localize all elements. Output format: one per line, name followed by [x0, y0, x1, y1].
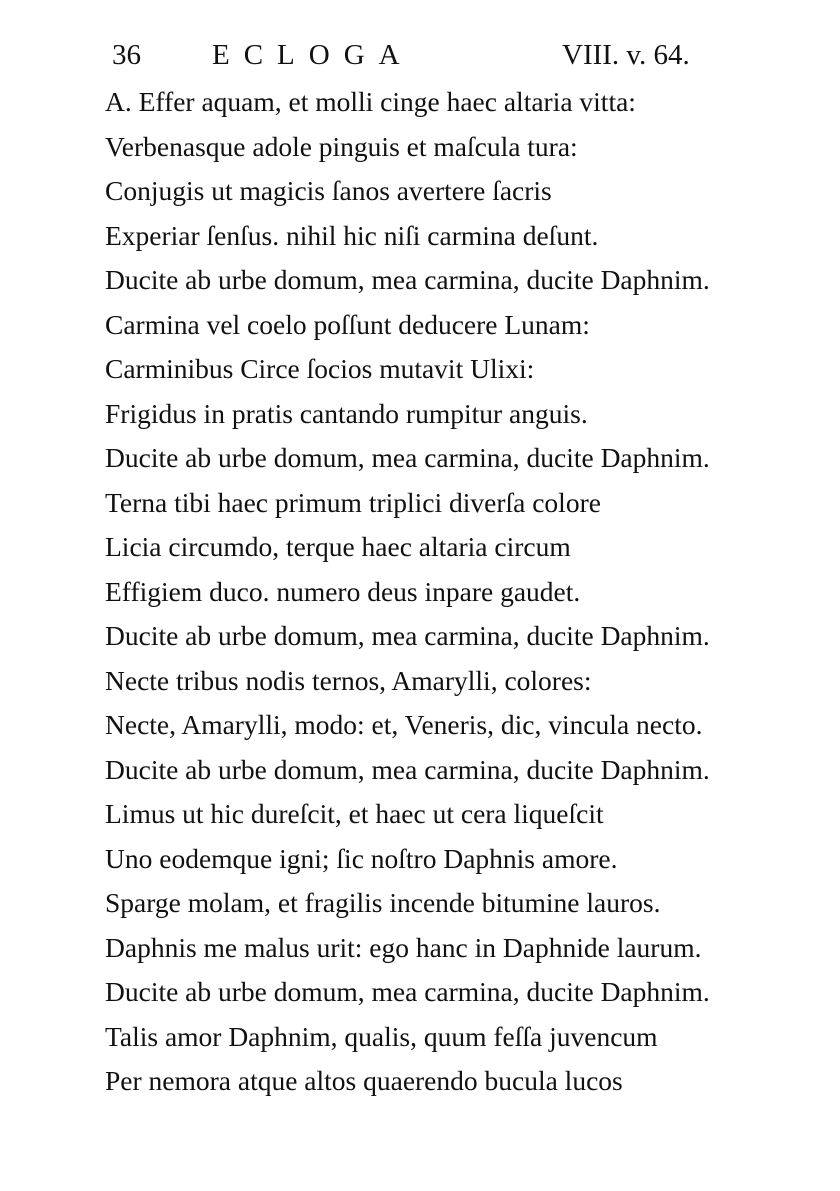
verse-line: Carmina vel coelo poſſunt deducere Lunam: [105, 308, 590, 340]
verse-line: Ducite ab urbe domum, mea carmina, ducite Daphnim. [105, 620, 710, 651]
verse-line: Verbenasque adole pinguis et maſcula tura: [105, 130, 578, 162]
verse-line: Necte tribus nodis ternos, Amarylli, colores: [105, 664, 592, 696]
verse-line: Limus ut hic dureſcit, et haec ut cera liqueſcit [105, 798, 604, 829]
verse-line: Frigidus in pratis cantando rumpitur anguis. [105, 397, 588, 429]
verse-line: Terna tibi haec primum triplici diverſa colore [105, 486, 601, 518]
verse-line: Effigiem duco. numero deus inpare gaudet. [105, 575, 581, 607]
verse-line: Talis amor Daphnim, qualis, quum feſſa juvencum [105, 1020, 658, 1052]
page-number: 36 [112, 39, 141, 71]
verse-line: Ducite ab urbe domum, mea carmina, ducite Daphnim. [105, 976, 710, 1007]
verse-line: Per nemora atque altos quaerendo bucula lucos [105, 1065, 623, 1096]
verse-line: Ducite ab urbe domum, mea carmina, ducite Daphnim. [105, 264, 710, 295]
verse-line: Uno eodemque igni; ſic noſtro Daphnis amore. [105, 842, 618, 874]
running-head [112, 38, 690, 72]
verse-line: Experiar ſenſus. nihil hic niſi carmina deſunt. [105, 219, 599, 251]
verse-line: Licia circumdo, terque haec altaria circum [105, 531, 571, 562]
verse-line: Ducite ab urbe domum, mea carmina, ducite Daphnim. [105, 442, 710, 473]
verse-line: A. Effer aquam, et molli cinge haec altaria vitta: [105, 86, 636, 117]
verse-line: Necte, Amarylli, modo: et, Veneris, dic, vincula necto. [105, 709, 703, 740]
verse-text [105, 80, 795, 1104]
verse-line: Daphnis me malus urit: ego hanc in Daphnide laurum. [105, 931, 702, 963]
verse-line: Carminibus Circe ſocios mutavit Ulixi: [105, 353, 535, 384]
verse-reference: VIII. v. 64. [562, 39, 690, 71]
book-title: ECLOGA [212, 39, 414, 71]
verse-line: Ducite ab urbe domum, mea carmina, ducite Daphnim. [105, 753, 710, 785]
verse-line: Sparge molam, et fragilis incende bitumine lauros. [105, 887, 661, 918]
verse-line: Conjugis ut magicis ſanos avertere ſacris [105, 175, 552, 206]
